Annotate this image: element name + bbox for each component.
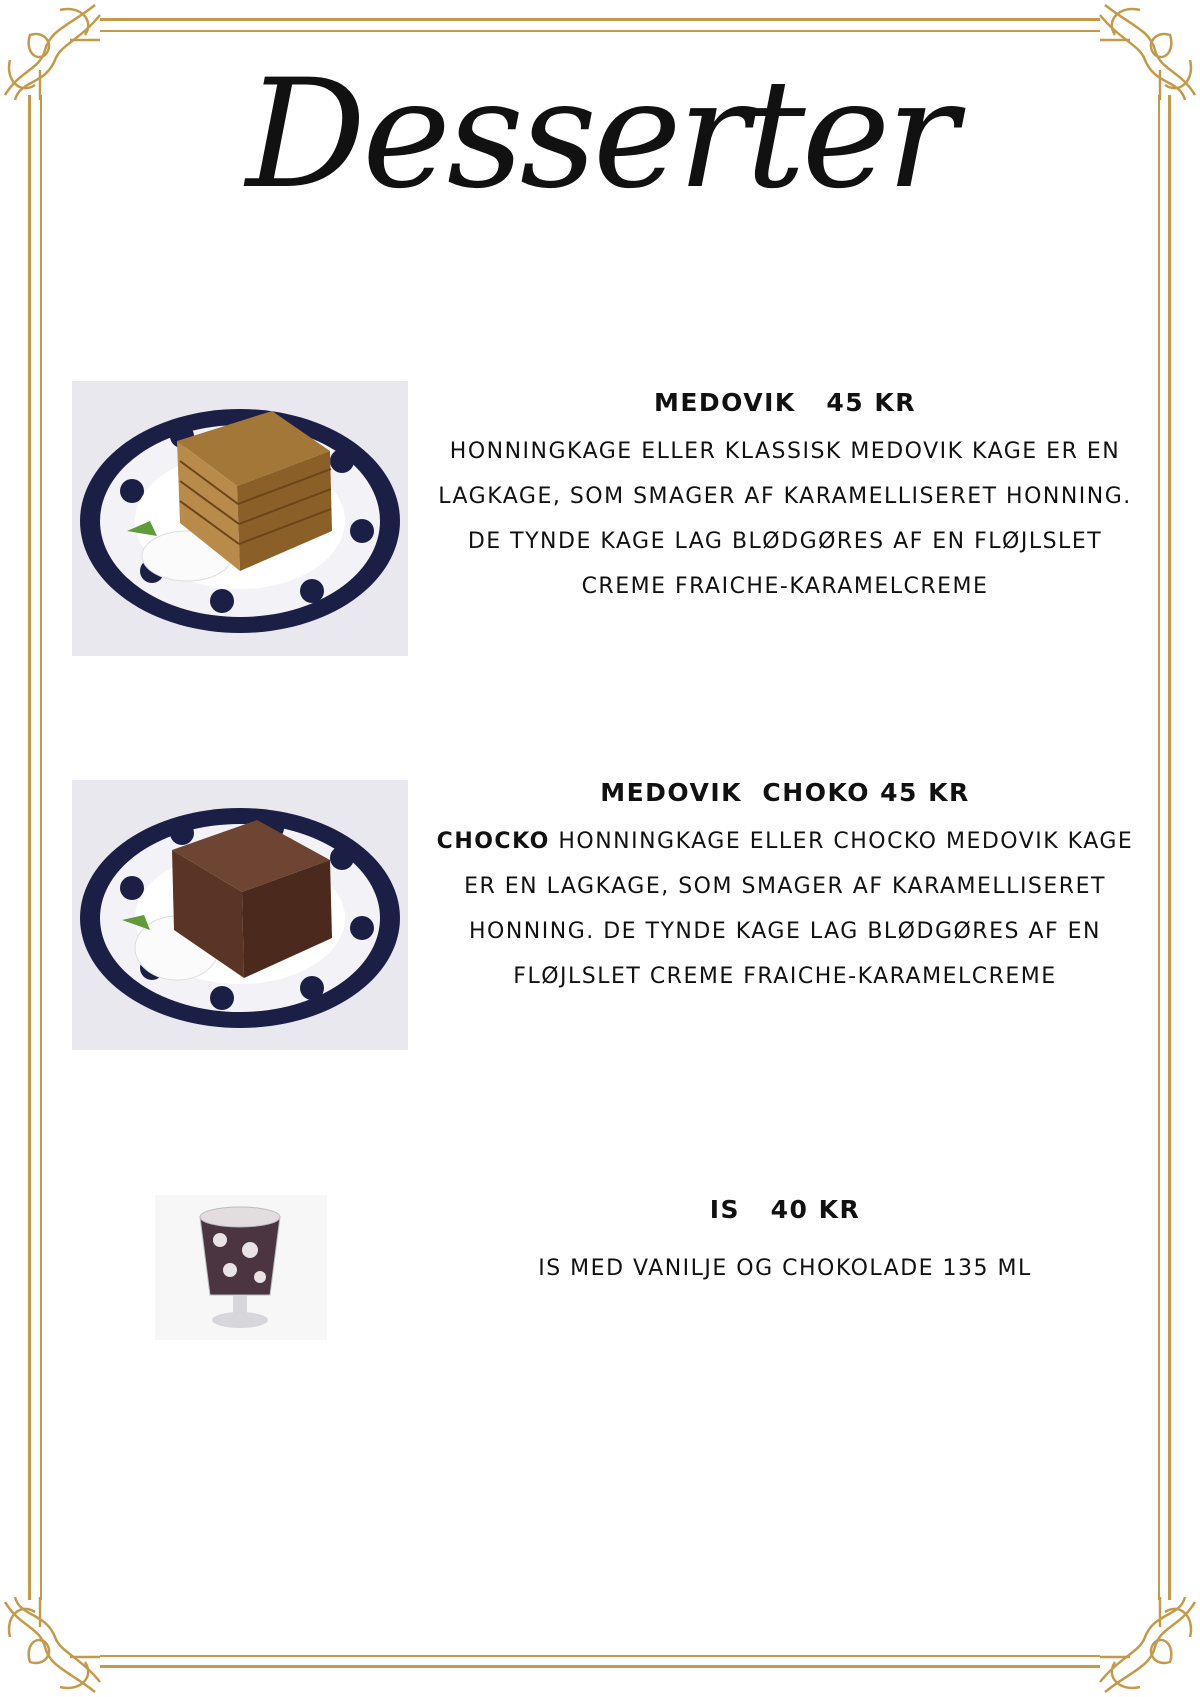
item-title: MEDOVIK 45 KR [653,388,917,417]
menu-item-is [430,1195,1140,1291]
frame-right-line-inner [1158,95,1160,1600]
corner-ornament-icon [0,1587,110,1697]
menu-item-medovik-choko [430,778,1140,999]
frame-bottom-line-outer [100,1665,1100,1668]
item-description-bold: CHOCKO [436,829,550,854]
item-description-text: HONNINGKAGE ELLER CHOCKO MEDOVIK KAGE ER EN LAGKAGE, SOM SMAGER AF KARAMELLISERET HONNING. DE TYNDE KAGE LAG BLØDGØRES AF EN FLØJLSLET CREME FRAICHE-KARAMELCREME [464,829,1134,989]
ice-cream-glass-image [155,1195,327,1340]
page-title: Desserter [245,48,955,222]
menu-item-medovik [430,388,1140,609]
item-description [430,819,1140,999]
item-description-text: HONNINGKAGE ELLER KLASSISK MEDOVIK KAGE ER EN LAGKAGE, SOM SMAGER AF KARAMELLISERET HONNING. DE TYNDE KAGE LAG BLØDGØRES AF EN FLØJLSLET CREME FRAICHE-KARAMELCREME [438,439,1132,599]
frame-left-line-outer [28,95,31,1600]
item-description [430,1246,1140,1291]
item-title: IS 40 KR [709,1195,861,1224]
item-description-text: IS MED VANILJE OG CHOKOLADE 135 ML [538,1256,1032,1281]
frame-top-line-inner [100,30,1100,32]
item-title: MEDOVIK CHOKO 45 KR [600,778,970,807]
frame-top-line-outer [100,18,1100,21]
chocolate-honey-cake-plate-image [72,780,408,1050]
honey-cake-plate-image [72,381,408,656]
frame-right-line-outer [1168,95,1171,1600]
item-description [430,429,1140,609]
corner-ornament-icon [1090,1587,1200,1697]
frame-left-line-inner [40,95,42,1600]
frame-bottom-line-inner [100,1655,1100,1657]
